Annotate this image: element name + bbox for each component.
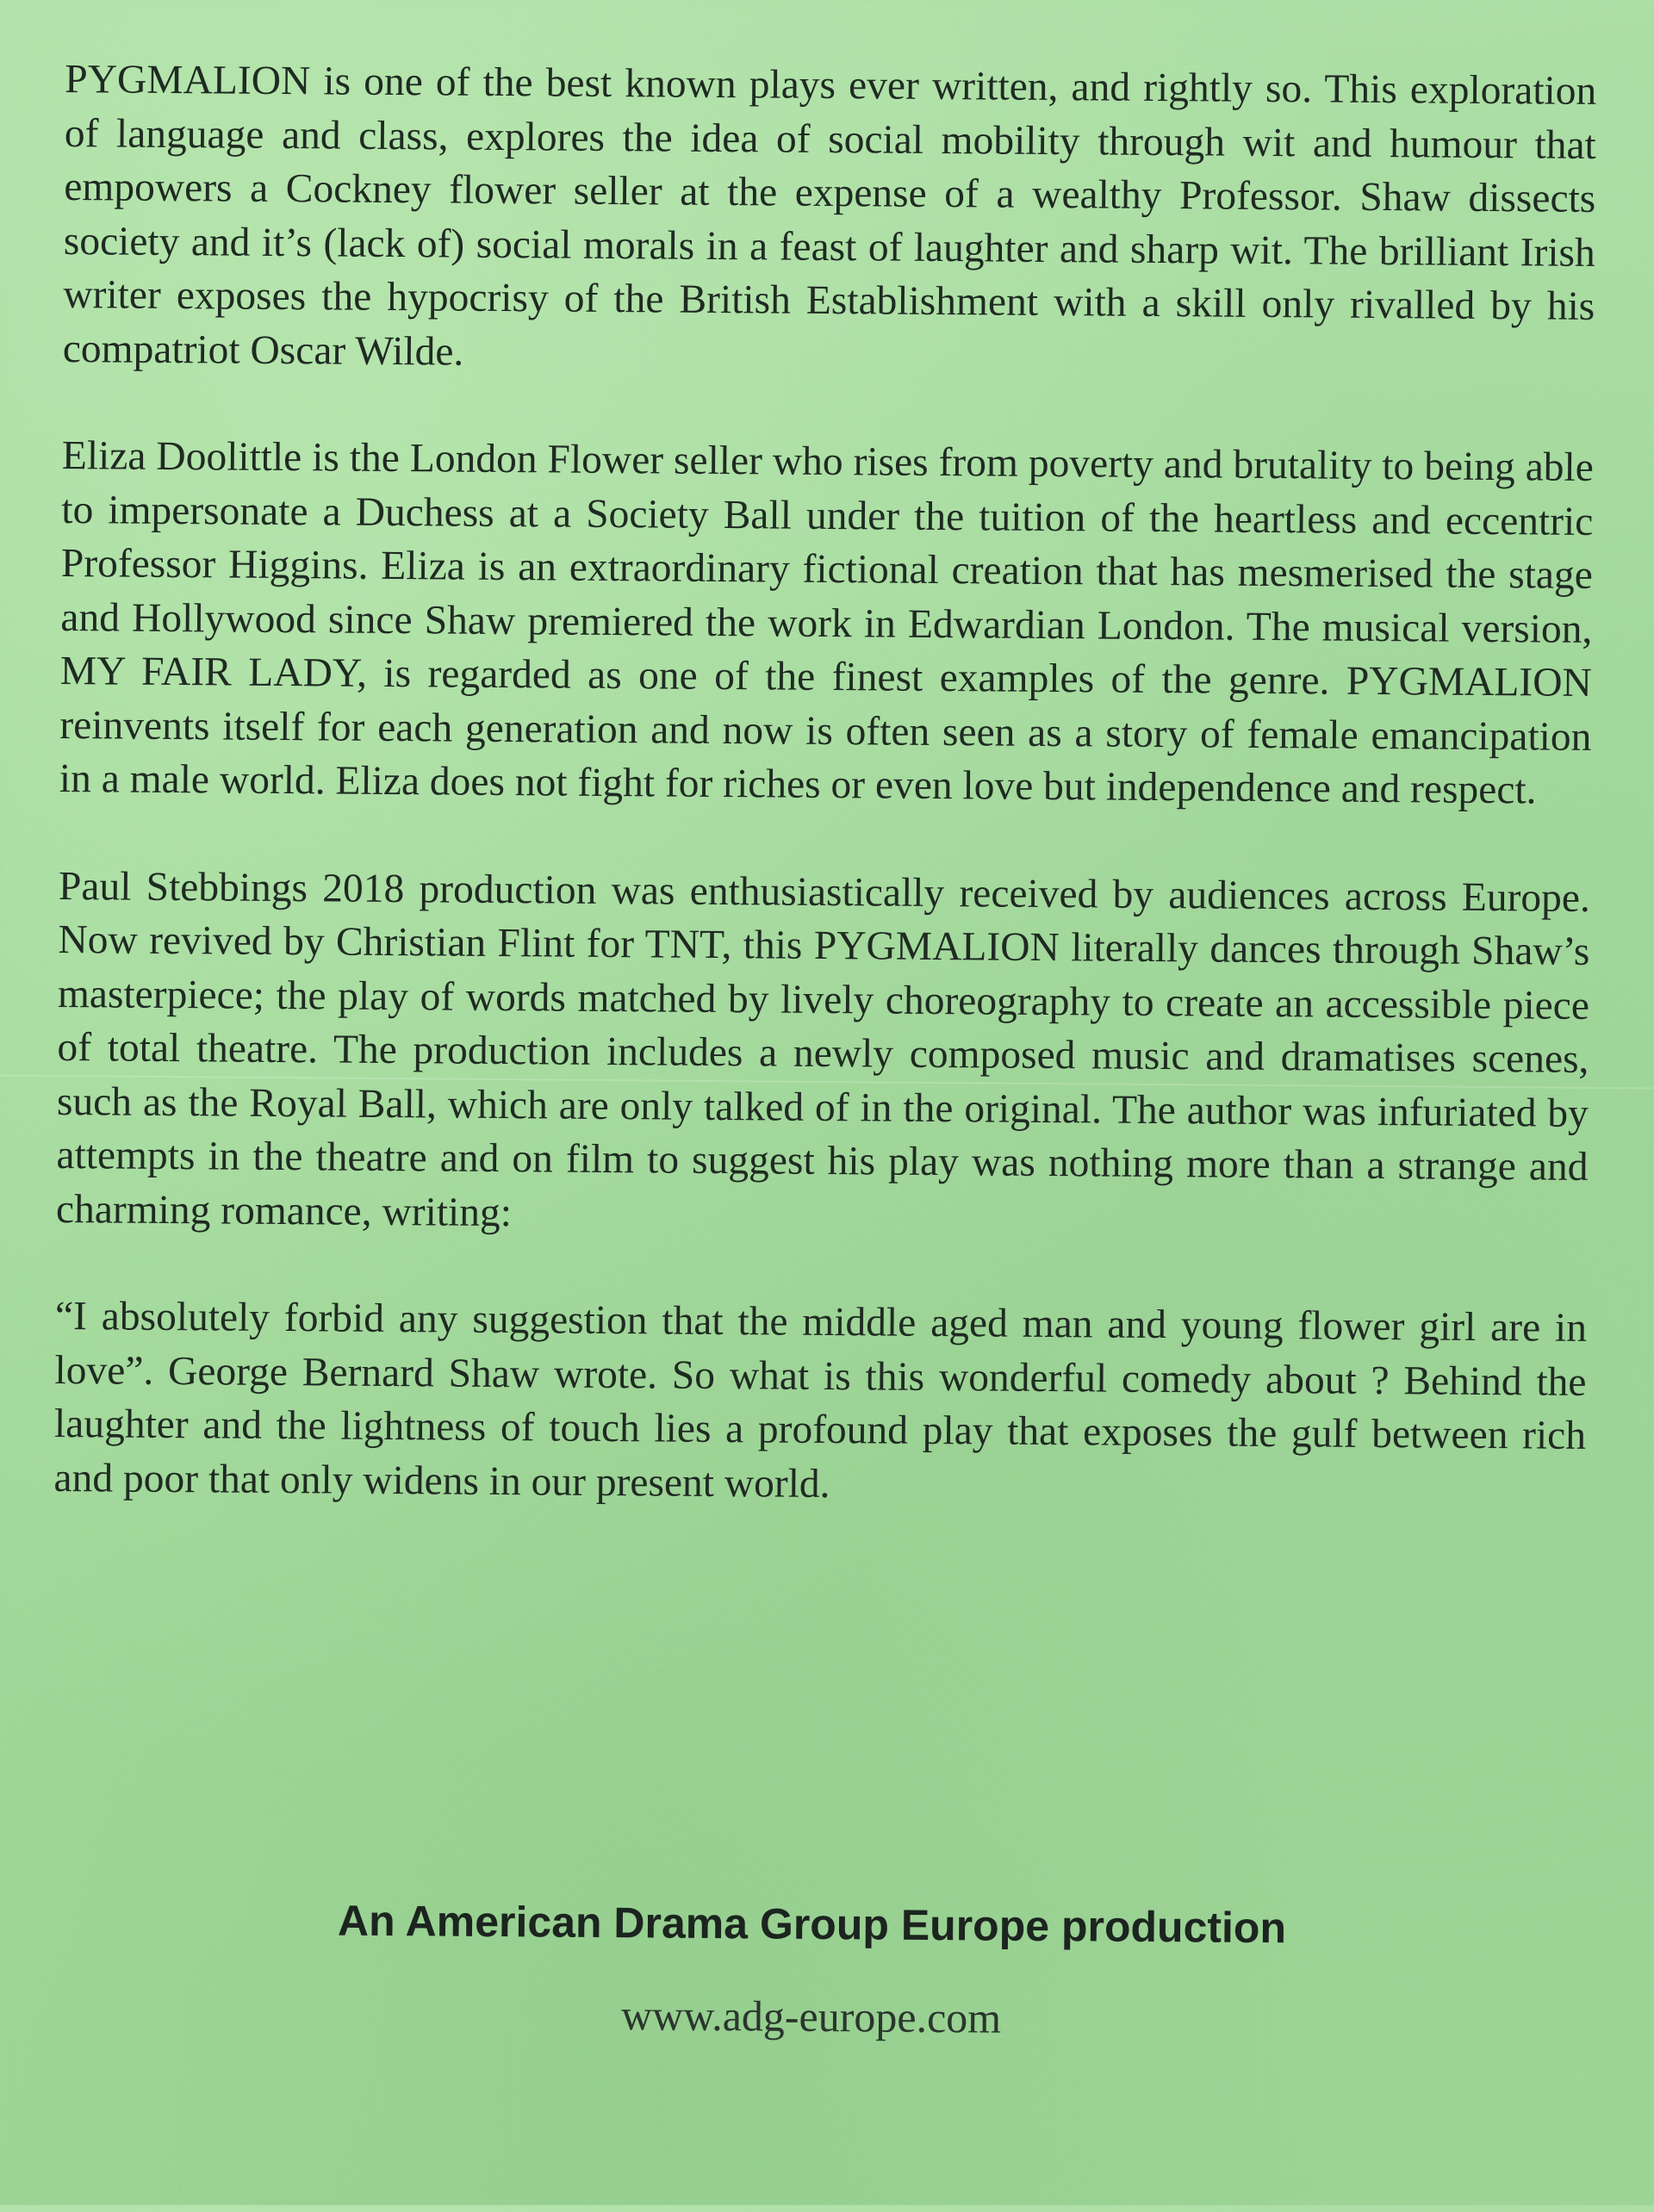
paragraph-production: Paul Stebbings 2018 production was enthusiastically received by audiences across Europe. Now revived by Christian Flint for TNT, this PYGMALION literally dances through Shaw’s masterpiece; the play of words matched by lively choreography to create an accessible piece of total theatre. The production includes a newly composed music and dramatises scenes, such as the Royal Ball, which are only talked of in the original. The author was infuriated by attempts in the theatre and on film to suggest his play was nothing more than a strange and charming romance, writing:: [55, 863, 1591, 1235]
paragraph-quote: “I absolutely forbid any suggestion that the middle aged man and young flower girl are in love”. George Bernard Shaw wrote. So what is this wonderful comedy about ? Behind the laughter and the lightness of touch lies a profound play that exposes the gulf between rich and poor that only widens in our present world.: [53, 1293, 1588, 1507]
paragraph-intro: PYGMALION is one of the best known plays ever written, and rightly so. This exploration of language and class, explores the idea of social mobility through wit and humour that empowers a Cockney flower seller at the expense of a wealthy Professor. Shaw dissects society and it’s (lack of) social morals in a feast of laughter and sharp wit. The brilliant Irish writer exposes the hypocrisy of the British Establishment with a skill only rivalled by his compatriot Oscar Wilde.: [62, 57, 1597, 375]
body-text: [53, 53, 1597, 1570]
website-url: www.adg-europe.com: [620, 1991, 1002, 2042]
production-credit: An American Drama Group Europe production: [337, 1896, 1287, 1953]
paragraph-eliza: Eliza Doolittle is the London Flower seller who rises from poverty and brutality to being able to impersonate a Duchess at a Society Ball under the tuition of the heartless and eccentric Professor Higgins. Eliza is an extraordinary fictional creation that has mesmerised the stage and Hollywood since Shaw premiered the work in Edwardian London. The musical version, MY FAIR LADY, is regarded as one of the finest examples of the genre. PYGMALION reinvents itself for each generation and now is often seen as a story of female emancipation in a male world. Eliza does not fight for riches or even love but independence and respect.: [59, 433, 1595, 813]
